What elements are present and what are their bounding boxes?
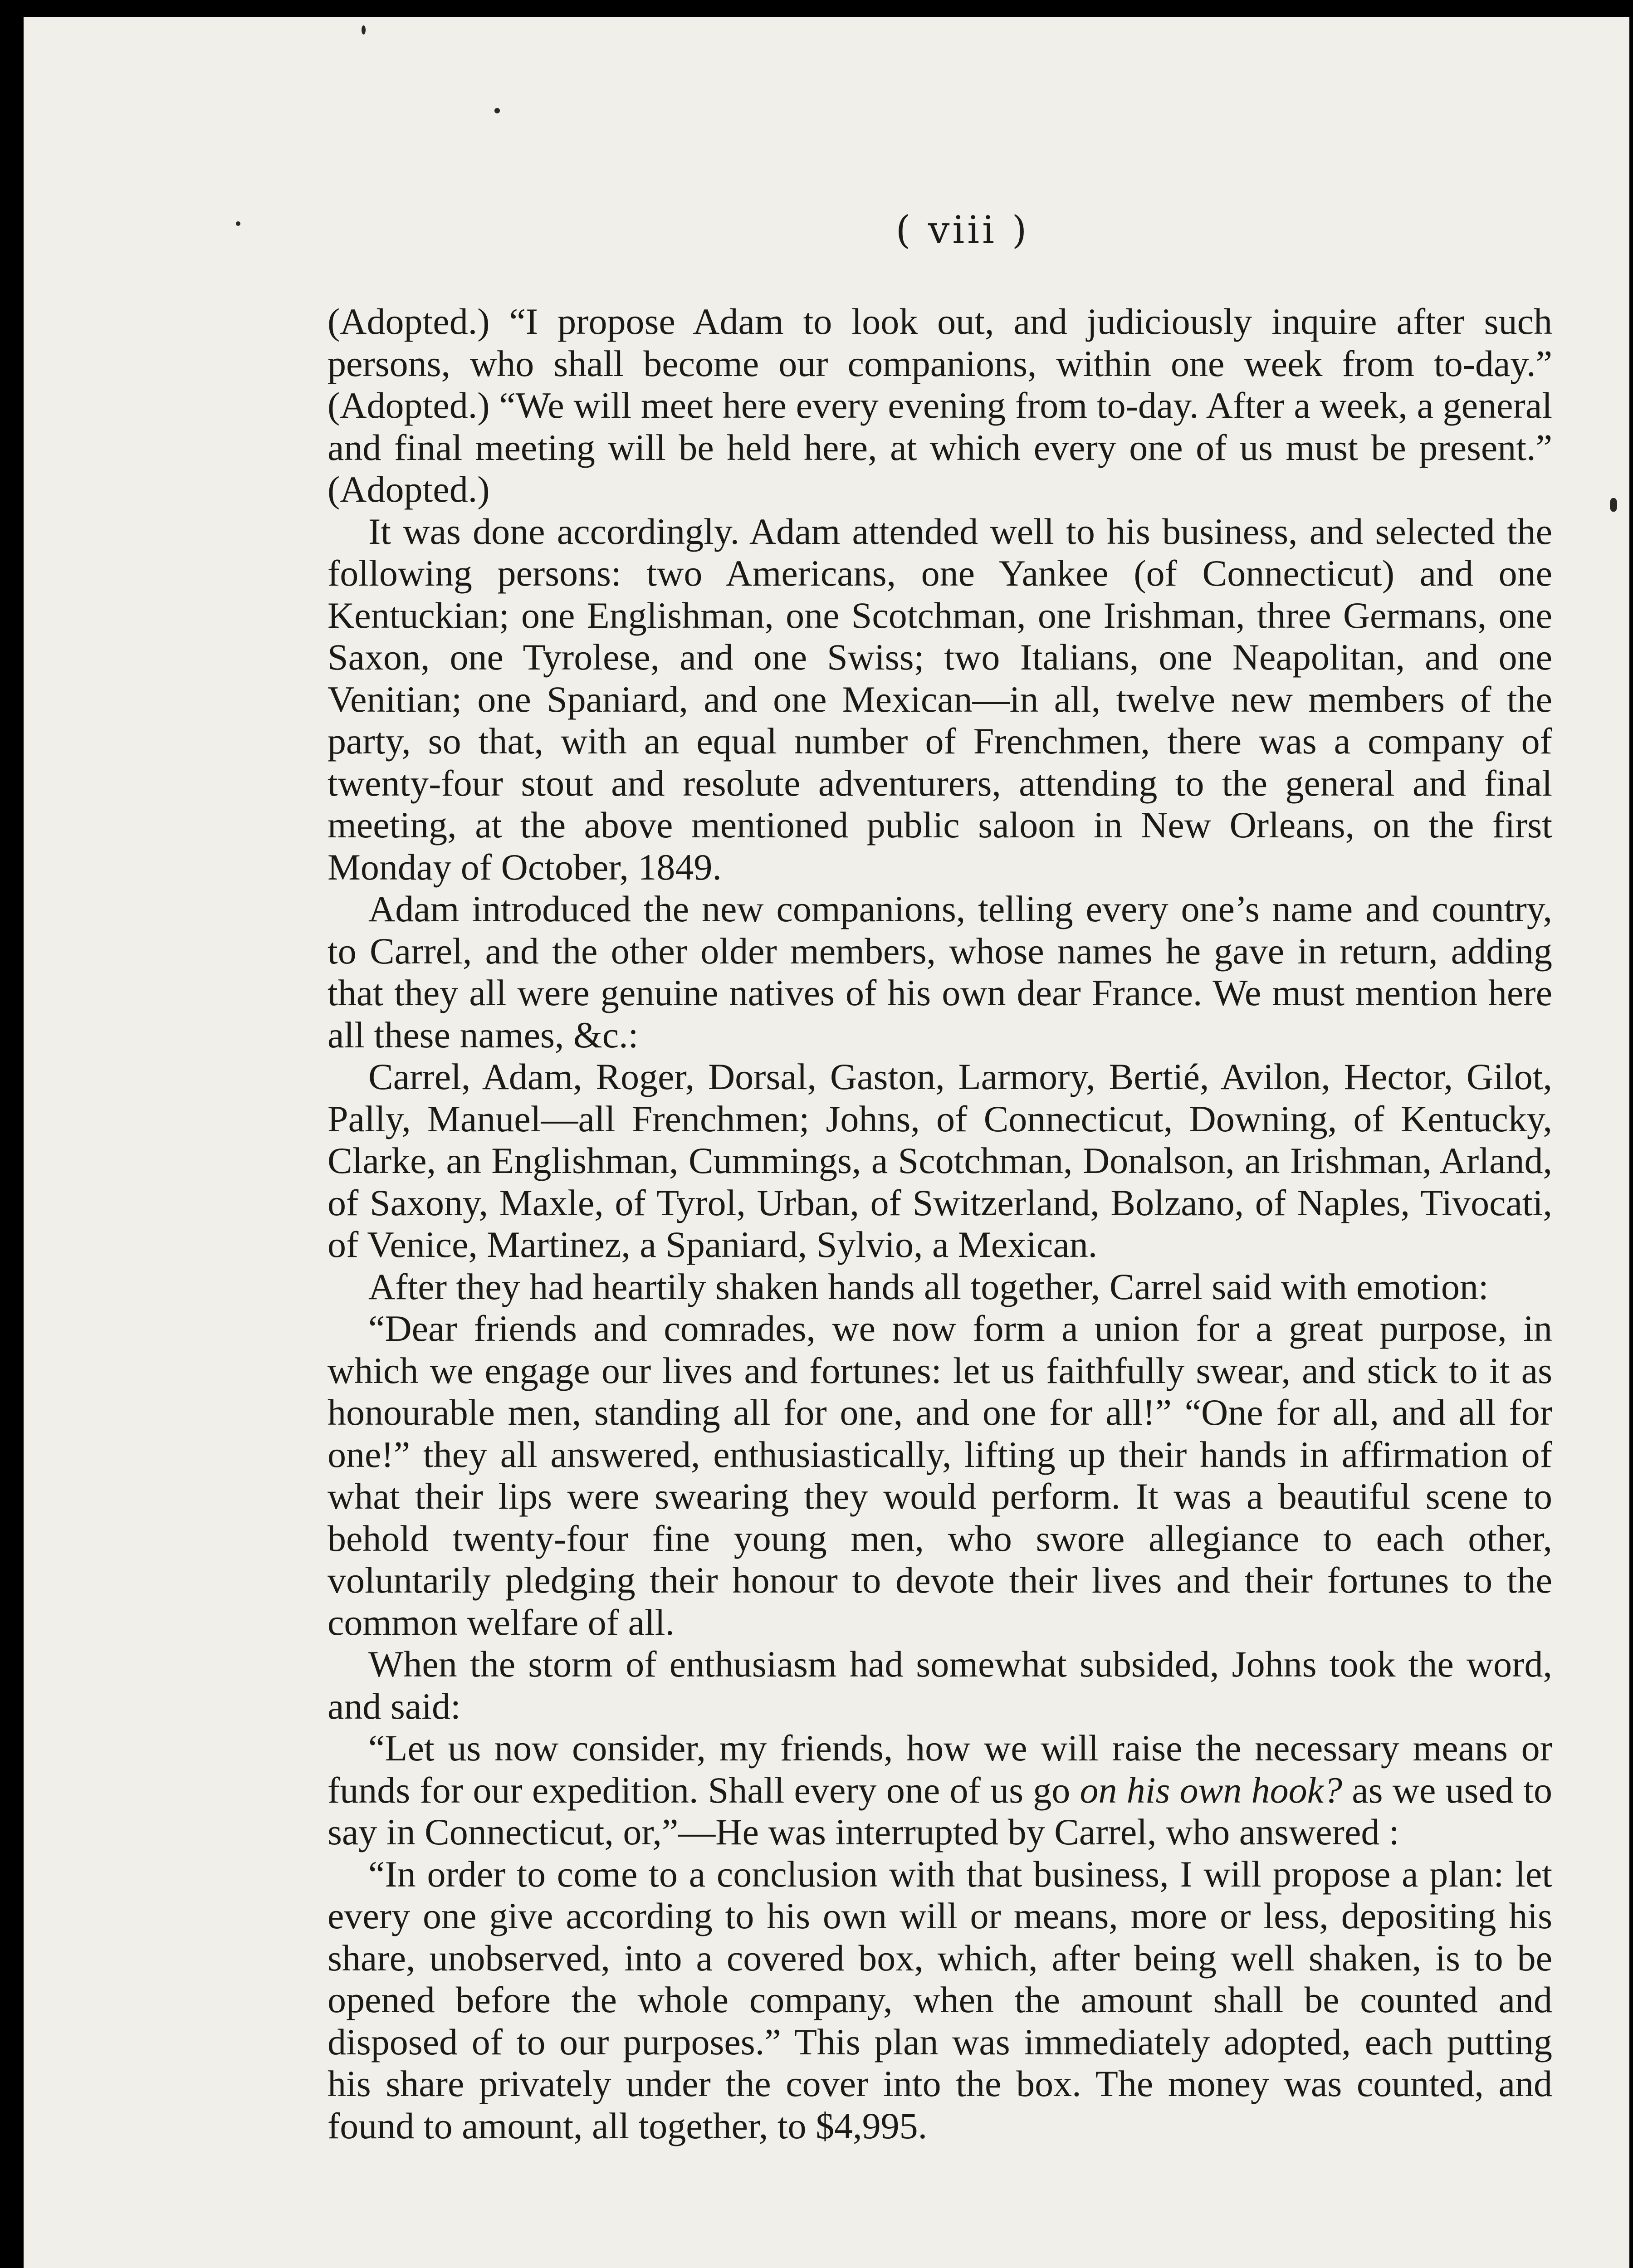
paragraph: After they had heartily shaken hands all together, Carrel said with emotion: [368,1266,1489,1307]
paragraph: “Dear friends and comrades, we now form a union for a great purpose, in which we engage our lives and fortunes: let us faithfully swear, and stick to it as honourable men, standing all for one, and one for all!” “One for all, and all for one!” they all answered, enthusiastically, lifting up their hands in affirmation of what their lips were swearing they would perform. It was a beautiful scene to behold twenty-four fine young men, who swore allegiance to each other, voluntarily pledging their honour to devote their lives and their fortunes to the common welfare of all. [328,1308,1552,1643]
paper-speck [1610,498,1617,512]
paragraph: (Adopted.) “I propose Adam to look out, and judiciously inquire after such persons, who shall become our companions, within one week from to-day.” (Adopted.) “We will meet here every evening from to-day. After a week, a general and final meeting will be held here, at which every one of us must be present.” (Adopted.) [328,301,1552,510]
page-header: ( viii ) [895,208,1030,252]
paragraph-text: “Let us now consider, my friends, how we will raise the necessary means or funds for our expedition. Shall every one of us go [328,1727,1552,1811]
paper-speck [362,25,366,34]
body-text [328,301,1552,2147]
book-page [24,17,1629,2268]
paragraph: Adam introduced the new companions, telling every one’s name and country, to Carrel, and the other older members, whose names he gave in return, adding that they all were genuine natives of his own dear France. We must mention here all these names, &c.: [328,888,1552,1056]
paragraph: When the storm of enthusiasm had somewhat subsided, Johns took the word, and said: [328,1643,1552,1727]
paragraph: It was done accordingly. Adam attended well to his business, and selected the following persons: two Americans, one Yankee (of Connecticut) and one Kentuckian; one Englishman, one Scotchman, one Irishman, three Germans, one Saxon, one Tyrolese, and one Swiss; two Italians, one Neapolitan, and one Venitian; one Spaniard, and one Mexican—in all, twelve new members of the party, so that, with an equal number of Frenchmen, there was a company of twenty-four stout and resolute adventurers, attending to the general and final meeting, at the above mentioned public saloon in New Orleans, on the first Monday of October, 1849. [328,510,1552,888]
paragraph: “In order to come to a conclusion with that business, I will propose a plan: let every one give according to his own will or means, more or less, depositing his share, unobserved, into a covered box, which, after being well shaken, is to be opened before the whole company, when the amount shall be counted and disposed of to our purposes.” This plan was immediately adopted, each putting his share privately under the cover into the box. The money was counted, and found to amount, all together, to $4,995. [328,1853,1552,2146]
paragraph [328,1727,1552,1853]
paper-speck [494,108,500,113]
paragraph-text: as we used to say in Connecticut, or,”—He was interrupted by Carrel, who answered : [328,1769,1552,1853]
paragraph: Carrel, Adam, Roger, Dorsal, Gaston, Larmory, Bertié, Avilon, Hector, Gilot, Pally, Manuel—all Frenchmen; Johns, of Connecticut, Downing, of Kentucky, Clarke, an Englishman, Cummings, a Scotchman, Donalson, an Irishman, Arland, of Saxony, Maxle, of Tyrol, Urban, of Switzerland, Bolzano, of Naples, Tivocati, of Venice, Martinez, a Spaniard, Sylvio, a Mexican. [328,1056,1552,1265]
italic-phrase: on his own hook? [1080,1769,1342,1811]
